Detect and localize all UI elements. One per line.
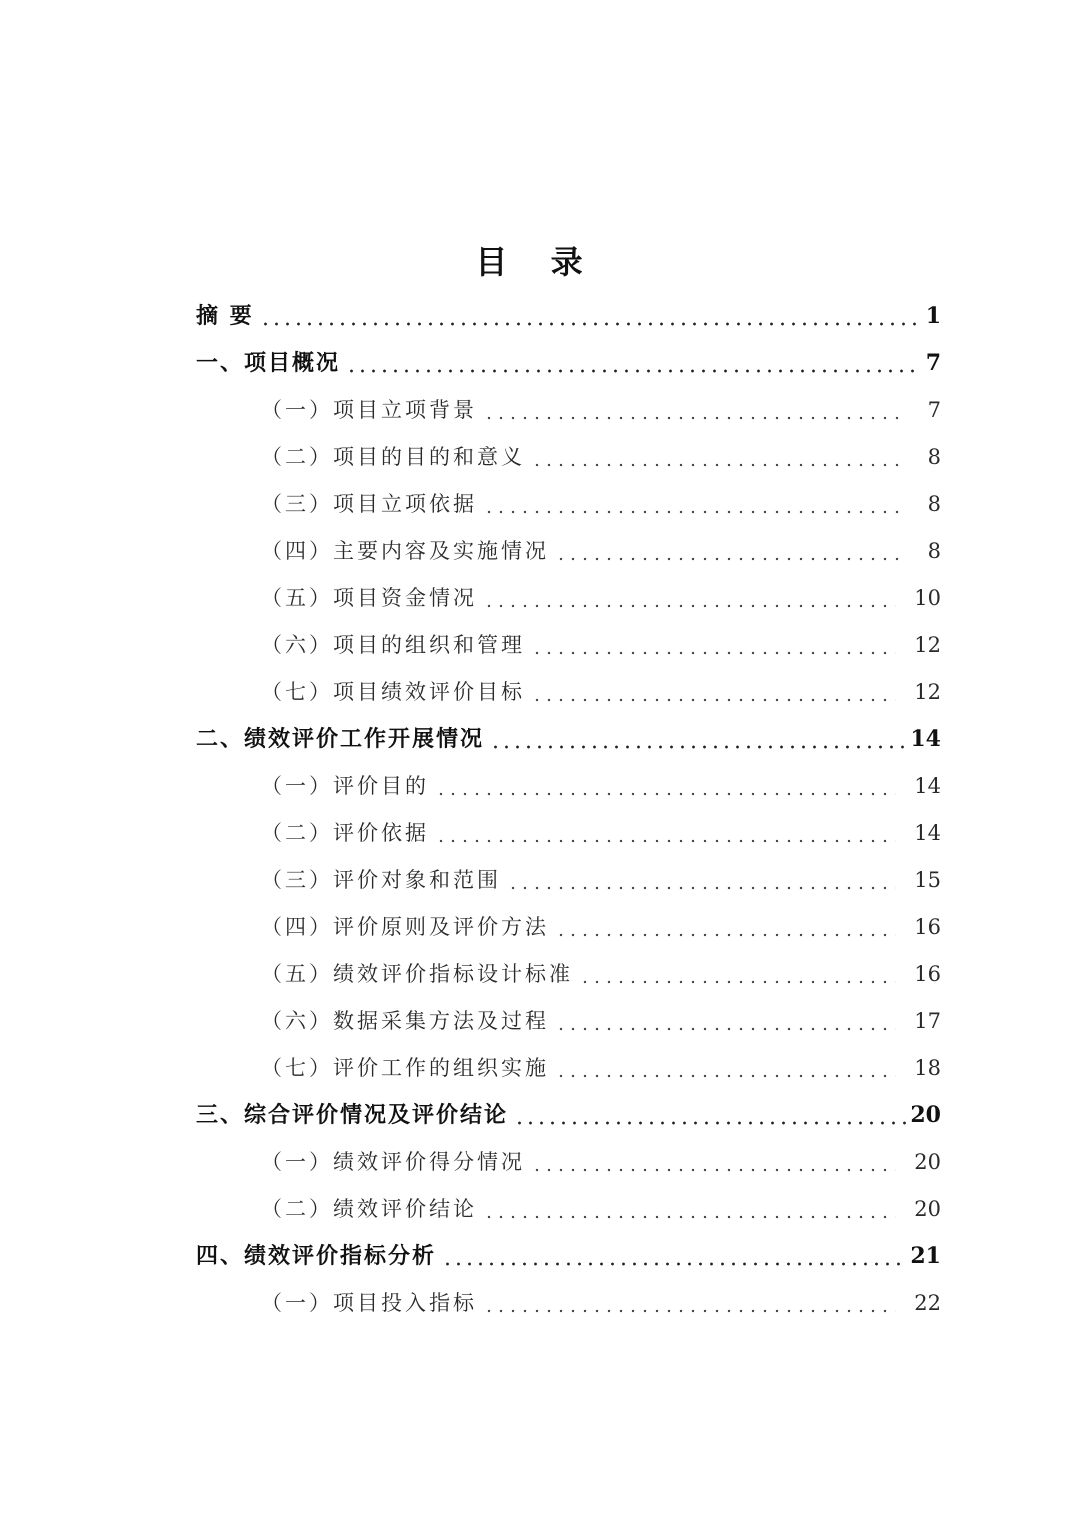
toc-page-number: 20 [910,1102,941,1128]
toc-section-entry[interactable] [196,951,941,998]
toc-entry-label: （二）评价依据 [261,821,429,845]
toc-section-entry[interactable] [196,904,941,951]
toc-entry-label: （二）项目的目的和意义 [261,445,525,469]
toc-dot-leader [555,1027,896,1031]
toc-section-entry[interactable] [196,575,941,622]
toc-section-entry[interactable] [196,1045,941,1092]
toc-page-number: 16 [914,962,941,986]
toc-page-number: 16 [914,915,941,939]
toc-dot-leader [483,604,896,608]
toc-chapter-entry[interactable] [196,340,941,387]
toc-dot-leader [507,886,896,890]
toc-dot-leader [579,980,896,984]
toc-chapter-entry[interactable] [196,716,941,763]
toc-section-entry[interactable] [196,1186,941,1233]
toc-dot-leader [555,933,896,937]
toc-page-number: 20 [914,1150,941,1174]
toc-entry-label: 二、绩效评价工作开展情况 [196,726,485,752]
toc-dot-leader [531,463,899,467]
toc-page-number: 14 [914,821,941,845]
toc-entry-label: 三、综合评价情况及评价结论 [196,1102,509,1128]
toc-entry-label: （四）主要内容及实施情况 [261,539,549,563]
toc-page-number: 22 [914,1291,941,1315]
toc-dot-leader [483,1215,896,1219]
toc-section-entry[interactable] [196,434,941,481]
toc-dot-leader [483,416,899,420]
page-title: 目 录 [475,243,599,281]
toc-dot-leader [483,510,899,514]
toc-entry-label: （一）绩效评价得分情况 [261,1150,525,1174]
toc-chapter-entry[interactable] [196,1092,941,1139]
toc-page-number: 15 [914,868,941,892]
toc-entry-label: （六）项目的组织和管理 [261,633,525,657]
toc-entry-label: 四、绩效评价指标分析 [196,1243,437,1269]
toc-entry-label: （一）项目立项背景 [261,398,477,422]
toc-page-number: 18 [914,1056,941,1080]
toc-entry-label: （五）项目资金情况 [261,586,477,610]
toc-entry-label: （五）绩效评价指标设计标准 [261,962,573,986]
toc-entry-label: 摘 要 [196,303,254,329]
toc-section-entry[interactable] [196,998,941,1045]
toc-chapter-entry[interactable] [196,1233,941,1280]
toc-entry-label: （七）评价工作的组织实施 [261,1056,549,1080]
toc-page-number: 12 [914,633,941,657]
toc-dot-leader [260,322,922,326]
toc-page-number: 8 [927,445,941,469]
toc-page-number: 14 [910,726,941,752]
toc-dot-leader [346,369,922,373]
toc-section-entry[interactable] [196,1139,941,1186]
toc-entry-label: （三）项目立项依据 [261,492,477,516]
toc-dot-leader [531,1168,896,1172]
toc-dot-leader [531,651,896,655]
toc-page-number: 12 [914,680,941,704]
toc-section-entry[interactable] [196,528,941,575]
toc-section-entry[interactable] [196,481,941,528]
toc-page-number: 7 [925,350,941,376]
toc-dot-leader [442,1262,906,1266]
toc-page-number: 8 [927,492,941,516]
toc-page-number: 1 [925,303,941,329]
toc-section-entry[interactable] [196,810,941,857]
toc-page-number: 17 [914,1009,941,1033]
toc-entry-label: （二）绩效评价结论 [261,1197,477,1221]
toc-section-entry[interactable] [196,857,941,904]
toc-dot-leader [531,698,896,702]
toc-section-entry[interactable] [196,1280,941,1327]
toc-dot-leader [514,1121,906,1125]
table-of-contents [196,293,941,1327]
toc-section-entry[interactable] [196,763,941,810]
toc-page-number: 8 [927,539,941,563]
toc-entry-label: （七）项目绩效评价目标 [261,680,525,704]
toc-page-number: 10 [914,586,941,610]
toc-page-number: 20 [914,1197,941,1221]
toc-page-number: 14 [914,774,941,798]
toc-entry-label: （一）项目投入指标 [261,1291,477,1315]
toc-chapter-entry[interactable] [196,293,941,340]
toc-entry-label: （三）评价对象和范围 [261,868,501,892]
toc-dot-leader [490,745,906,749]
toc-page-number: 21 [910,1243,941,1269]
toc-entry-label: （四）评价原则及评价方法 [261,915,549,939]
toc-entry-label: （一）评价目的 [261,774,429,798]
toc-dot-leader [435,792,896,796]
toc-section-entry[interactable] [196,669,941,716]
toc-entry-label: （六）数据采集方法及过程 [261,1009,549,1033]
toc-dot-leader [555,1074,896,1078]
toc-section-entry[interactable] [196,387,941,434]
toc-dot-leader [435,839,896,843]
toc-section-entry[interactable] [196,622,941,669]
toc-dot-leader [483,1309,896,1313]
toc-entry-label: 一、项目概况 [196,350,341,376]
toc-page-number: 7 [927,398,941,422]
toc-dot-leader [555,557,899,561]
